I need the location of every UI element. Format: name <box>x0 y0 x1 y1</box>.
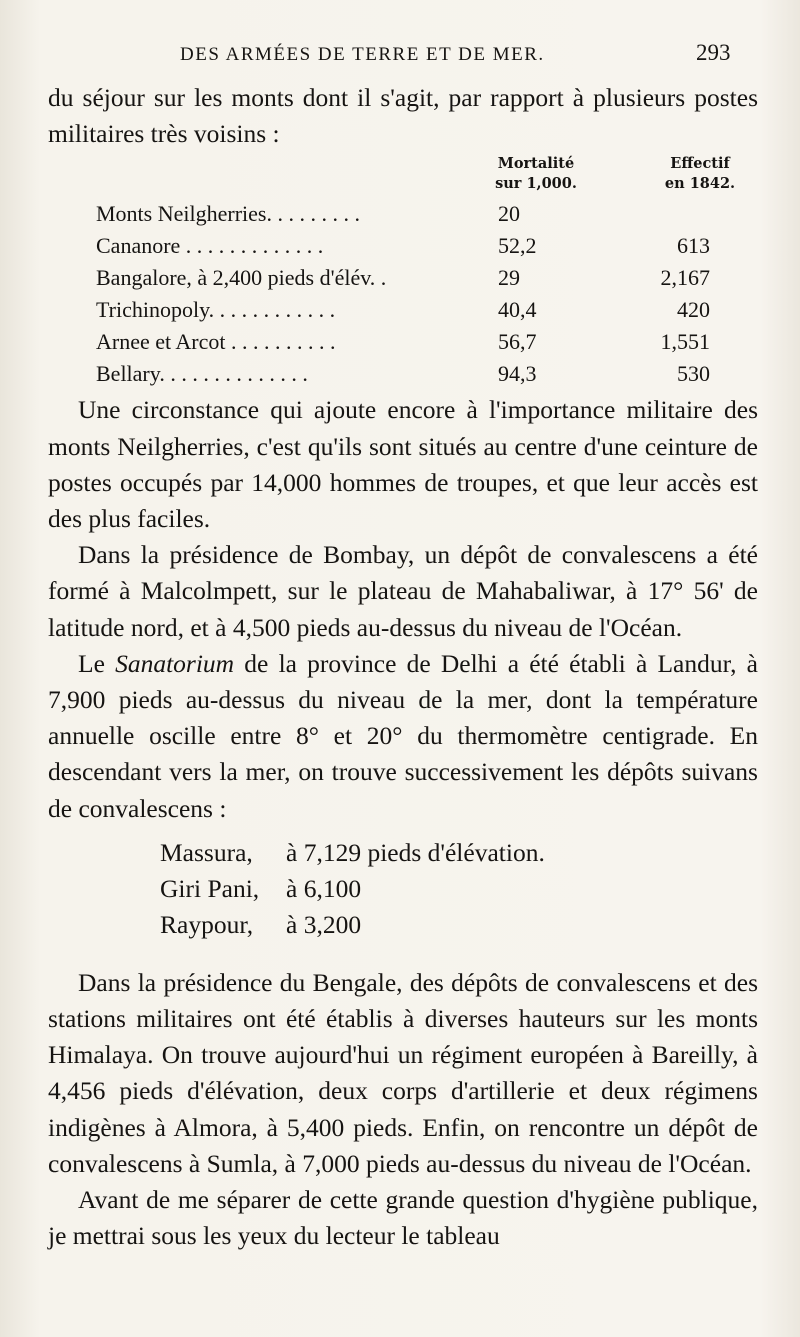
paragraph-1: du séjour sur les monts dont il s'agit, par rapport à plusieurs postes militaires très voisins : <box>48 83 758 149</box>
paragraph-6: Avant de me séparer de cette grande question d'hygiène publique, je mettrai sous les yeux du lecteur le tableau <box>48 1185 758 1251</box>
paragraph-5: Dans la présidence du Bengale, des dépôts de convalescens et des stations militaires ont été établis à diverses hauteurs sur les monts Himalaya. On trouve aujourd'hui un régiment européen à Bareilly, à 4,456 pieds d'élévation, deux corps d'artillerie et deux régimens indigènes à Almora, à 5,400 pieds. Enfin, on rencontre un dépôt de convalescens à Sumla, à 7,000 pieds au-dessus du niveau de l'Océan. <box>48 967 758 1178</box>
body-text <box>48 80 758 1254</box>
table-row: Monts Neilgherries. . . . . . . . . 20 <box>96 201 520 227</box>
paragraph-2: Une circonstance qui ajoute encore à l'importance militaire des monts Neilgherries, c'est qu'ils sont situés au centre d'une ceinture de postes occupés par 14,000 hommes de troupes, et que leur accès est des plus faciles. <box>48 395 758 534</box>
column-header-effectif: Effectif en 1842. <box>664 155 736 193</box>
page-number: 293 <box>696 40 731 65</box>
table-row: Cananore . . . . . . . . . . . . . 52,2 613 <box>96 233 710 259</box>
table-row: Arnee et Arcot . . . . . . . . . . 56,7 1,551 <box>96 329 710 355</box>
mortality-table <box>48 154 758 392</box>
list-item: Massura, à 7,129 pieds d'élévation. <box>160 837 545 867</box>
paragraph-3: Dans la présidence de Bombay, un dépôt de convalescens a été formé à Malcolmpett, sur le plateau de Mahabaliwar, à 17° 56' de latitude nord, et à 4,500 pieds au-dessus du niveau de l'Océan. <box>48 540 758 642</box>
table-row: Trichinopoly. . . . . . . . . . . . 40,4 420 <box>96 297 710 323</box>
paragraph-4: Le Sanatorium de la province de Delhi a été établi à Landur, à 7,900 pieds au-dessus du niveau de la mer, dont la température annuelle oscille entre 8° et 20° du thermomètre centigrade. En descendant vers la mer, on trouve successivement les dépôts suivans de convalescens : <box>48 648 758 823</box>
page-header <box>0 38 800 74</box>
list-item: Giri Pani, à 6,100 <box>160 873 362 903</box>
running-head: DES ARMÉES DE TERRE ET DE MER. <box>180 44 545 65</box>
list-item: Raypour, à 3,200 <box>160 909 362 939</box>
elevation-list <box>48 831 758 949</box>
table-row: Bangalore, à 2,400 pieds d'élév. . 29 2,167 <box>96 265 710 291</box>
table-row: Bellary. . . . . . . . . . . . . . 94,3 530 <box>96 361 710 387</box>
sanatorium-term: Sanatorium <box>115 648 235 678</box>
column-header-mortality: Mortalité sur 1,000. <box>495 155 577 193</box>
